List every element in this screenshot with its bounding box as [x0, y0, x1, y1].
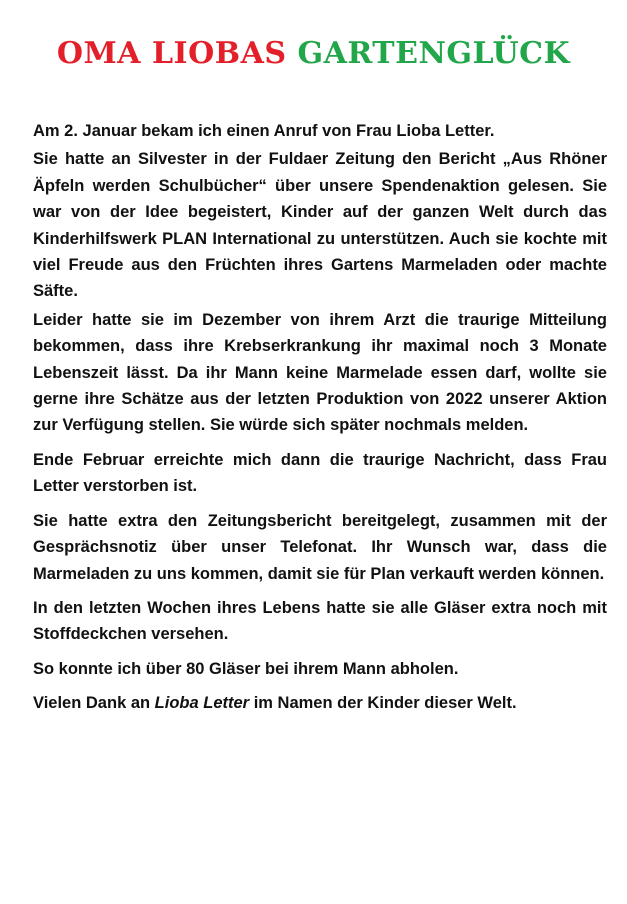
thanks-text-before: Vielen Dank an — [33, 694, 155, 713]
paragraph-jars: In den letzten Wochen ihres Lebens hatte sie alle Gläser extra noch mit Stoffdeckchen versehen. — [33, 598, 607, 644]
paragraph-wish: Sie hatte extra den Zeitungsbericht bereitgelegt, zusammen mit der Gesprächsnotiz über unser Telefonat. Ihr Wunsch war, dass die Marmeladen zu uns kommen, damit sie für Plan verkauft werden können. — [33, 511, 607, 583]
thanks-name: Lioba Letter — [154, 694, 250, 713]
paragraph-newspaper-report: Sie hatte an Silvester in der Fuldaer Zeitung den Bericht „Aus Rhöner Äpfeln werden Schulbücher“ über unsere Spendenaktion gelesen. Sie war von der Idee begeistert, Kinder auf der ganzen Welt durch das Kinderhilfswerk PLAN International zu unterstützen. Auch sie kochte mit viel Freude aus den Früchten ihres Gartens Marmeladen oder machte Säfte. — [33, 150, 607, 301]
page-title — [0, 34, 627, 74]
paragraph-passing: Ende Februar erreichte mich dann die traurige Nachricht, dass Frau Letter verstorben ist. — [33, 450, 607, 496]
article-body — [33, 118, 607, 717]
paragraph-diagnosis: Leider hatte sie im Dezember von ihrem Arzt die traurige Mitteilung bekommen, dass ihre Krebserkrankung ihr maximal noch 3 Monate Lebenszeit lässt. Da ihr Mann keine Marmelade essen darf, wollte sie gerne ihre Schätze aus der letzten Produktion von 2022 unserer Aktion zur Verfügung stellen. Sie würde sich später nochmals melden. — [33, 310, 607, 435]
paragraph-intro: Am 2. Januar bekam ich einen Anruf von Frau Lioba Letter. — [33, 122, 495, 140]
title-part-oma-liobas: OMA LIOBAS — [56, 36, 287, 71]
paragraph-thanks — [33, 690, 607, 716]
paragraph-pickup: So konnte ich über 80 Gläser bei ihrem Mann abholen. — [33, 659, 459, 678]
thanks-text-after: im Namen der Kinder dieser Welt. — [249, 694, 517, 713]
title-part-gartenglueck: GARTENGLÜCK — [297, 36, 571, 71]
